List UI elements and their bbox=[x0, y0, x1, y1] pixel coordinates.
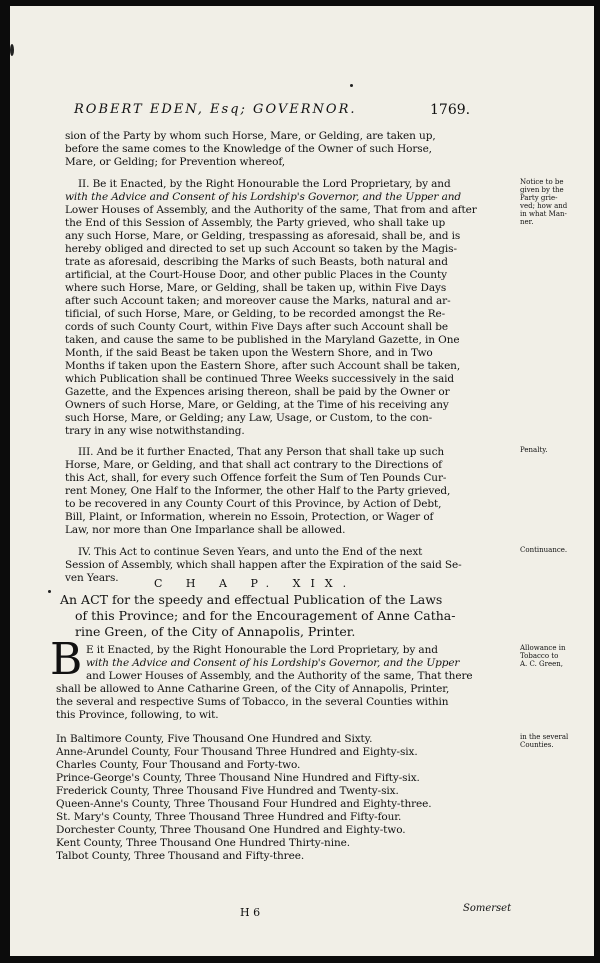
running-header: ROBERT EDEN, Esq; GOVERNOR. bbox=[74, 102, 357, 117]
body-line: to be recovered in any County Court of this Province, by Action of Debt, bbox=[65, 498, 442, 510]
county-item: Charles County, Four Thousand and Forty-two. bbox=[56, 759, 301, 771]
county-item: Kent County, Three Thousand One Hundred Thirty-nine. bbox=[56, 837, 350, 849]
body-line: the End of this Session of Assembly, the Party grieved, who shall take up bbox=[65, 217, 446, 229]
enact-line: this Province, following, to wit. bbox=[56, 709, 219, 721]
county-item: Anne-Arundel County, Four Thousand Three Hundred and Eighty-six. bbox=[56, 746, 418, 758]
county-item: Prince-George's County, Three Thousand Nine Hundred and Fifty-six. bbox=[56, 772, 420, 784]
act-title-line: of this Province; and for the Encouragement of Anne Catha- bbox=[75, 608, 456, 623]
chapter-heading: C H A P. XIX. bbox=[154, 577, 357, 590]
paper-speck bbox=[48, 590, 51, 593]
margin-note-counties: in the several Counties. bbox=[520, 733, 569, 749]
body-line: rent Money, One Half to the Informer, the other Half to the Party grieved, bbox=[65, 485, 451, 497]
county-item: In Baltimore County, Five Thousand One Hundred and Sixty. bbox=[56, 733, 373, 745]
body-line: tificial, of such Horse, Mare, or Gelding, to be recorded amongst the Re- bbox=[65, 308, 446, 320]
body-line: taken, and cause the same to be published in the Maryland Gazette, in One bbox=[65, 334, 460, 346]
body-line: Lower Houses of Assembly, and the Authority of the same, That from and after bbox=[65, 204, 477, 216]
body-line: before the same comes to the Knowledge of the Owner of such Horse, bbox=[65, 143, 432, 155]
county-item: Frederick County, Three Thousand Five Hundred and Twenty-six. bbox=[56, 785, 399, 797]
body-line: Session of Assembly, which shall happen after the Expiration of the said Se- bbox=[65, 559, 462, 571]
body-line: this Act, shall, for every such Offence forfeit the Sum of Ten Pounds Cur- bbox=[65, 472, 447, 484]
body-line: Mare, or Gelding; for Prevention whereof, bbox=[65, 156, 286, 168]
body-line: Law, nor more than One Imparlance shall be allowed. bbox=[65, 524, 346, 536]
signature-mark: H 6 bbox=[240, 906, 261, 919]
header-year: 1769. bbox=[430, 102, 471, 118]
margin-note-allowance: Allowance in Tobacco to A. C. Green, bbox=[520, 644, 566, 668]
margin-note-penalty: Penalty. bbox=[520, 446, 548, 454]
act-title-line: rine Green, of the City of Annapolis, Printer. bbox=[75, 624, 356, 639]
body-line: ven Years. bbox=[65, 572, 119, 584]
body-line: Month, if the said Beast be taken upon the Western Shore, and in Two bbox=[65, 347, 433, 359]
margin-note-continuance: Continuance. bbox=[520, 546, 568, 554]
body-line: Months if taken upon the Eastern Shore, after such Account shall be taken, bbox=[65, 360, 461, 372]
county-item: Dorchester County, Three Thousand One Hundred and Eighty-two. bbox=[56, 824, 406, 836]
section-iii-line: III. And be it further Enacted, That any Person that shall take up such bbox=[78, 446, 445, 458]
margin-note-notice: Notice to be given by the Party grie- ved; how and in what Man- ner. bbox=[520, 178, 568, 226]
body-line: cords of such County Court, within Five Days after such Account shall be bbox=[65, 321, 449, 333]
section-iv-line: IV. This Act to continue Seven Years, and unto the End of the next bbox=[78, 546, 423, 558]
county-item: Talbot County, Three Thousand and Fifty-three. bbox=[56, 850, 305, 862]
body-line: trary in any wise notwithstanding. bbox=[65, 425, 245, 437]
body-line: which Publication shall be continued Three Weeks successively in the said bbox=[65, 373, 455, 385]
body-line: trate as aforesaid, describing the Marks of such Beasts, both natural and bbox=[65, 256, 448, 268]
body-line: after such Account taken; and moreover cause the Marks, natural and ar- bbox=[65, 295, 451, 307]
enact-line: the several and respective Sums of Tobacco, in the several Counties within bbox=[56, 696, 449, 708]
section-ii-line: II. Be it Enacted, by the Right Honourable the Lord Proprietary, by and bbox=[78, 178, 451, 190]
enact-line: and Lower Houses of Assembly, and the Authority of the same, That there bbox=[86, 670, 473, 682]
body-line: such Horse, Mare, or Gelding; any Law, Usage, or Custom, to the con- bbox=[65, 412, 433, 424]
body-line: with the Advice and Consent of his Lordship's Governor, and the Upper and bbox=[65, 191, 462, 203]
body-line: any such Horse, Mare, or Gelding, trespassing as aforesaid, shall be, and is bbox=[65, 230, 461, 242]
body-line: where such Horse, Mare, or Gelding, shall be taken up, within Five Days bbox=[65, 282, 447, 294]
act-title-line: An ACT for the speedy and effectual Publication of the Laws bbox=[60, 592, 443, 607]
paper-speck bbox=[350, 84, 353, 87]
county-item: Queen-Anne's County, Three Thousand Four Hundred and Eighty-three. bbox=[56, 798, 432, 810]
body-line: Bill, Plaint, or Information, wherein no Essoin, Protection, or Wager of bbox=[65, 511, 434, 523]
enact-line: E it Enacted, by the Right Honourable the Lord Proprietary, by and bbox=[86, 644, 438, 656]
document-page bbox=[10, 6, 594, 956]
county-item: St. Mary's County, Three Thousand Three Hundred and Fifty-four. bbox=[56, 811, 402, 823]
margin-speck bbox=[10, 44, 14, 56]
body-line: Gazette, and the Expences arising thereon, shall be paid by the Owner or bbox=[65, 386, 450, 398]
body-line: artificial, at the Court-House Door, and other public Places in the County bbox=[65, 269, 447, 281]
enact-line: shall be allowed to Anne Catharine Green, of the City of Annapolis, Printer, bbox=[56, 683, 450, 695]
body-line: Horse, Mare, or Gelding, and that shall act contrary to the Directions of bbox=[65, 459, 442, 471]
body-line: sion of the Party by whom such Horse, Mare, or Gelding, are taken up, bbox=[65, 130, 436, 142]
body-line: hereby obliged and directed to set up such Account so taken by the Magis- bbox=[65, 243, 457, 255]
drop-cap: B bbox=[50, 634, 83, 685]
catchword: Somerset bbox=[463, 903, 512, 914]
body-line: Owners of such Horse, Mare, or Gelding, at the Time of his receiving any bbox=[65, 399, 449, 411]
enact-line: with the Advice and Consent of his Lordship's Governor, and the Upper bbox=[86, 657, 460, 669]
